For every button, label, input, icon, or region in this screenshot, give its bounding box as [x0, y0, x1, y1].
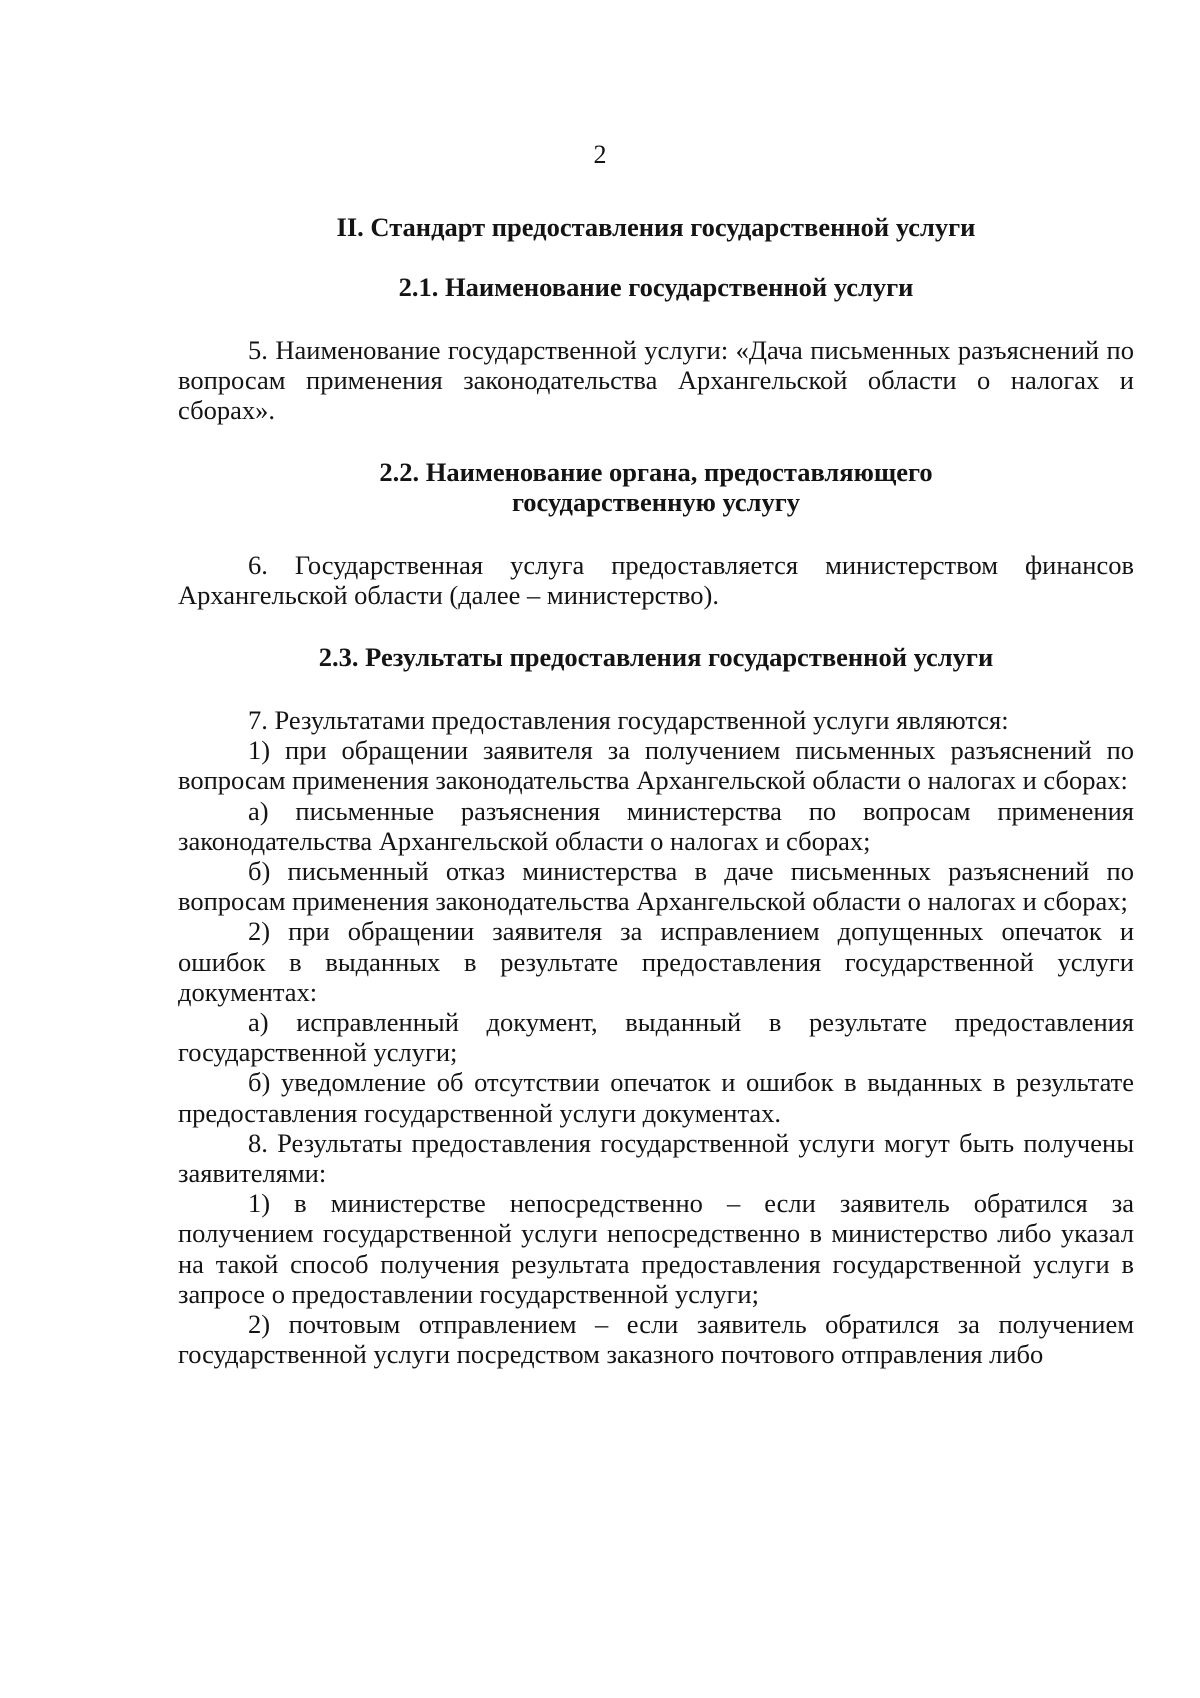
list-item-7-1-b: б) письменный отказ министерства в даче письменных разъяснений по вопросам применения законодательства Архангельской области о налогах и сборах;: [178, 856, 1134, 917]
paragraph-5: 5. Наименование государственной услуги: «Дача письменных разъяснений по вопросам применения законодательства Архангельской области о налогах и сборах».: [178, 335, 1134, 425]
subsection-title-2-2-line2: государственную услугу: [511, 487, 801, 517]
subsection-title-2-3: 2.3. Результаты предоставления государственной услуги: [318, 642, 994, 672]
paragraph-8: 8. Результаты предоставления государственной услуги могут быть получены заявителями:: [178, 1127, 1134, 1189]
subsection-title-2-1: 2.1. Наименование государственной услуги: [398, 272, 914, 302]
page-number: 2: [593, 140, 607, 169]
document-body: [178, 212, 1134, 1369]
paragraph-7: 7. Результатами предоставления государственной услуги являются:: [248, 705, 1009, 735]
subsection-title-2-2-line1: 2.2. Наименование органа, предоставляющего: [379, 457, 933, 487]
list-item-7-2-a: а) исправленный документ, выданный в результате предоставления государственной услуги;: [178, 1007, 1134, 1068]
list-item-8-2: 2) почтовым отправлением – если заявитель обратился за получением государственной услуги посредством заказного почтового отправления либо: [178, 1309, 1134, 1370]
paragraph-6: 6. Государственная услуга предоставляется министерством финансов Архангельской области (далее – министерство).: [178, 550, 1134, 610]
list-item-7-2: 2) при обращении заявителя за исправлением допущенных опечаток и ошибок в выданных в результате предоставления государственной услуги документах:: [178, 916, 1134, 1007]
list-item-7-2-b: б) уведомление об отсутствии опечаток и ошибок в выданных в результате предоставления государственной услуги документах.: [178, 1067, 1134, 1128]
list-item-8-1: 1) в министерстве непосредственно – если заявитель обратился за получением государственной услуги непосредственно в министерство либо указал на такой способ получения результата предоставления государственной услуги в запросе о предоставлении государственной услуги;: [178, 1188, 1134, 1309]
results-list: [178, 705, 1134, 1369]
section-title: II. Стандарт предоставления государственной услуги: [336, 212, 976, 242]
list-item-7-1-a: а) письменные разъяснения министерства по вопросам применения законодательства Архангельской области о налогах и сборах;: [178, 795, 1134, 856]
subsection-title-2-2: [178, 457, 1134, 517]
list-item-7-1: 1) при обращении заявителя за получением письменных разъяснений по вопросам применения законодательства Архангельской области о налогах и сборах:: [178, 735, 1134, 796]
